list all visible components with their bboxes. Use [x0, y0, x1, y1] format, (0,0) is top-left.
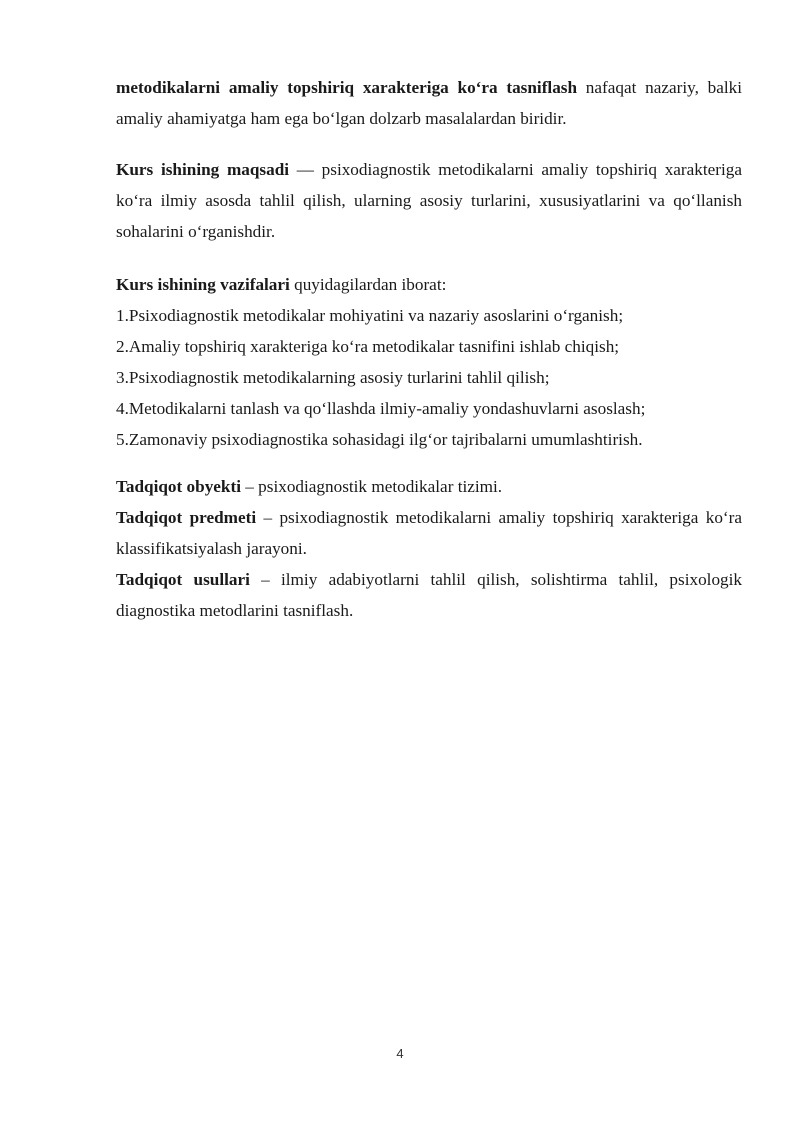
goal-text: — psixodiagnostik metodikalarni amaliy topshiriq xarakteriga ko‘ra ilmiy asosda tahlil qilish, ularning asosiy turlarini, xususiyatlarini va qo‘llanish sohalarini o‘rganishdir. [116, 160, 742, 241]
tasks-heading: Kurs ishining vazifalari [116, 275, 290, 294]
goal-heading: Kurs ishining maqsadi [116, 160, 290, 179]
object-heading: Tadqiqot obyekti [116, 477, 241, 496]
tasks-heading-text: quyidagilardan iborat: [289, 275, 447, 294]
tasks-heading-paragraph [116, 269, 742, 300]
task-item-1: 1.Psixodiagnostik metodikalar mohiyatini va nazariy asoslarini o‘rganish; [116, 306, 624, 325]
task-item-3: 3.Psixodiagnostik metodikalarning asosiy turlarini tahlil qilish; [116, 368, 550, 387]
page-number: 4 [396, 1046, 404, 1061]
object-text: – psixodiagnostik metodikalar tizimi. [240, 477, 503, 496]
subject-heading: Tadqiqot predmeti [116, 508, 257, 527]
task-item-2: 2.Amaliy topshiriq xarakteriga ko‘ra metodikalar tasnifini ishlab chiqish; [116, 337, 620, 356]
goal-paragraph [116, 154, 742, 247]
task-item-5: 5.Zamonaviy psixodiagnostika sohasidagi ilg‘or tajribalarni umumlashtirish. [116, 430, 643, 449]
methods-heading: Tadqiqot usullari [116, 570, 250, 589]
object-paragraph [116, 471, 742, 502]
methods-paragraph [116, 564, 742, 626]
intro-bold-text: metodikalarni amaliy topshiriq xarakteriga ko‘ra tasniflash [116, 78, 578, 97]
intro-paragraph [116, 72, 742, 134]
intro-text: nafaqat nazariy, balki amaliy ahamiyatga ham ega bo‘lgan dolzarb masalalardan biridir. [116, 78, 742, 128]
task-item-4: 4.Metodikalarni tanlash va qo‘llashda ilmiy-amaliy yondashuvlarni asoslash; [116, 399, 646, 418]
document-body [116, 72, 742, 626]
subject-paragraph [116, 502, 742, 564]
methods-text: – ilmiy adabiyotlarni tahlil qilish, solishtirma tahlil, psixologik diagnostika metodlarini tasniflash. [116, 570, 742, 620]
subject-text: – psixodiagnostik metodikalarni amaliy topshiriq xarakteriga ko‘ra klassifikatsiyalash jarayoni. [116, 508, 742, 558]
